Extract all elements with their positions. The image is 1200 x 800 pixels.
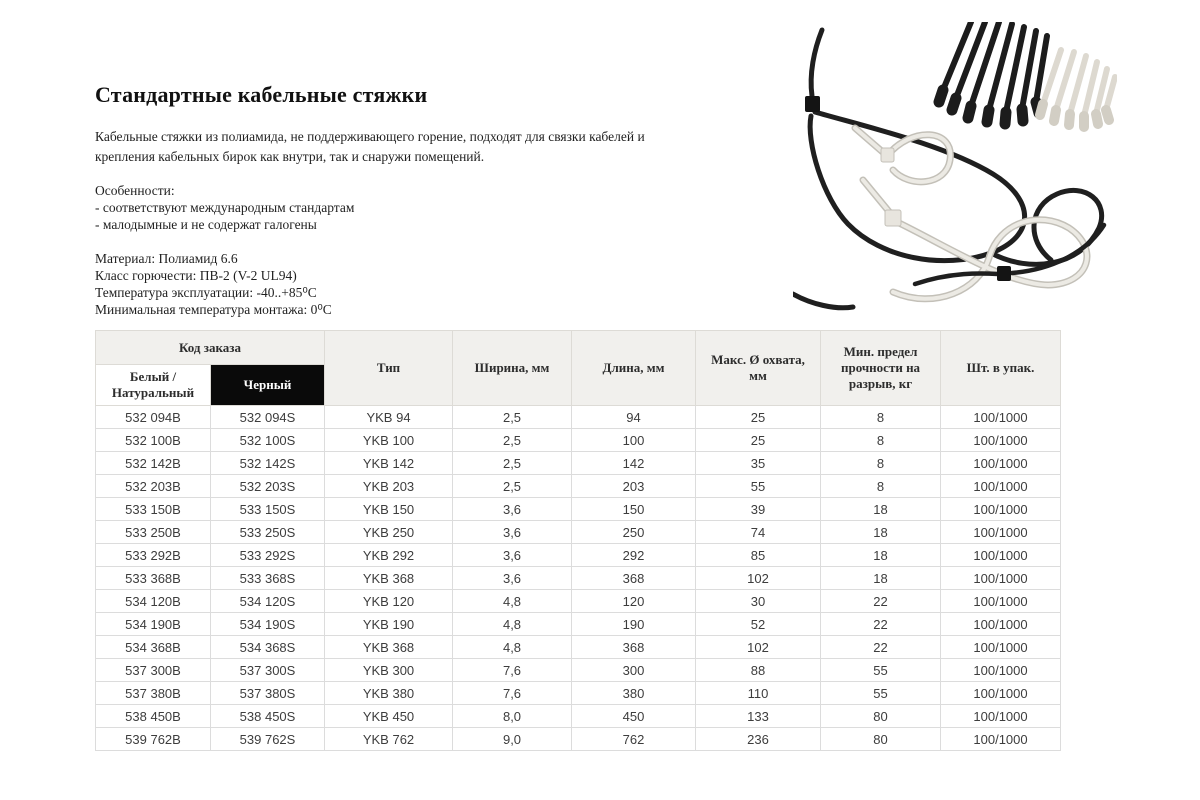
table-cell: 100/1000 xyxy=(941,475,1061,498)
table-cell: 4,8 xyxy=(453,590,572,613)
features-block xyxy=(95,182,690,233)
table-cell: YKB 203 xyxy=(325,475,453,498)
table-cell: 537 380S xyxy=(211,682,325,705)
table-cell: 7,6 xyxy=(453,659,572,682)
table-row xyxy=(96,544,1061,567)
table-cell: 4,8 xyxy=(453,613,572,636)
table-cell: 533 150S xyxy=(211,498,325,521)
table-cell: 532 100B xyxy=(96,429,211,452)
table-cell: 537 300B xyxy=(96,659,211,682)
table-cell: 8,0 xyxy=(453,705,572,728)
intro-section xyxy=(95,82,690,318)
table-cell: 22 xyxy=(821,613,941,636)
table-cell: 450 xyxy=(572,705,696,728)
table-cell: 8 xyxy=(821,452,941,475)
cable-ties-photo xyxy=(793,22,1117,322)
table-cell: 18 xyxy=(821,567,941,590)
table-row xyxy=(96,429,1061,452)
black-tie-fragment xyxy=(793,294,853,308)
table-cell: YKB 762 xyxy=(325,728,453,751)
table-cell: 100/1000 xyxy=(941,498,1061,521)
table-cell: 8 xyxy=(821,429,941,452)
table-cell: 7,6 xyxy=(453,682,572,705)
table-cell: 532 142B xyxy=(96,452,211,475)
table-cell: YKB 142 xyxy=(325,452,453,475)
table-cell: YKB 250 xyxy=(325,521,453,544)
table-cell: 100/1000 xyxy=(941,521,1061,544)
feature-item: - соответствуют международным стандартам xyxy=(95,200,355,215)
table-cell: 533 292B xyxy=(96,544,211,567)
col-header-width: Ширина, мм xyxy=(453,331,572,406)
table-cell: 2,5 xyxy=(453,452,572,475)
table-cell: 236 xyxy=(696,728,821,751)
table-cell: 3,6 xyxy=(453,567,572,590)
table-cell: 8 xyxy=(821,406,941,429)
col-header-type: Тип xyxy=(325,331,453,406)
col-header-order-code: Код заказа xyxy=(96,331,325,365)
table-cell: YKB 190 xyxy=(325,613,453,636)
table-row xyxy=(96,567,1061,590)
table-cell: 94 xyxy=(572,406,696,429)
table-cell: 533 150B xyxy=(96,498,211,521)
table-cell: 35 xyxy=(696,452,821,475)
table-cell: 250 xyxy=(572,521,696,544)
specs-block xyxy=(95,250,690,318)
spec-line-min-temperature: Минимальная температура монтажа: 0⁰C xyxy=(95,302,332,317)
table-cell: 22 xyxy=(821,590,941,613)
table-cell: 100/1000 xyxy=(941,705,1061,728)
table-cell: 537 300S xyxy=(211,659,325,682)
table-cell: 100/1000 xyxy=(941,544,1061,567)
table-row xyxy=(96,521,1061,544)
table-cell: 3,6 xyxy=(453,544,572,567)
table-cell: YKB 380 xyxy=(325,682,453,705)
table-cell: 100 xyxy=(572,429,696,452)
table-cell: 39 xyxy=(696,498,821,521)
table-row xyxy=(96,728,1061,751)
table-cell: 532 100S xyxy=(211,429,325,452)
table-cell: 25 xyxy=(696,406,821,429)
table-cell: 368 xyxy=(572,636,696,659)
table-cell: 2,5 xyxy=(453,429,572,452)
table-cell: 539 762B xyxy=(96,728,211,751)
table-cell: 532 094B xyxy=(96,406,211,429)
table-cell: 88 xyxy=(696,659,821,682)
table-cell: 300 xyxy=(572,659,696,682)
table-cell: 18 xyxy=(821,544,941,567)
table-cell: 18 xyxy=(821,498,941,521)
page-title: Стандартные кабельные стяжки xyxy=(95,82,428,107)
table-row xyxy=(96,705,1061,728)
table-cell: 4,8 xyxy=(453,636,572,659)
table-cell: 368 xyxy=(572,567,696,590)
table-cell: 150 xyxy=(572,498,696,521)
table-cell: 100/1000 xyxy=(941,613,1061,636)
table-row xyxy=(96,452,1061,475)
table-cell: YKB 120 xyxy=(325,590,453,613)
table-cell: YKB 300 xyxy=(325,659,453,682)
table-cell: 22 xyxy=(821,636,941,659)
table-cell: 534 190S xyxy=(211,613,325,636)
cable-ties-illustration xyxy=(793,22,1117,322)
table-cell: YKB 368 xyxy=(325,567,453,590)
table-cell: 100/1000 xyxy=(941,590,1061,613)
table-body xyxy=(96,406,1061,751)
spec-line-material: Материал: Полиамид 6.6 xyxy=(95,251,238,266)
table-cell: 55 xyxy=(821,659,941,682)
table-cell: 533 250S xyxy=(211,521,325,544)
spec-line-flammability: Класс горючести: ПВ-2 (V-2 UL94) xyxy=(95,268,297,283)
table-cell: YKB 292 xyxy=(325,544,453,567)
table-cell: 142 xyxy=(572,452,696,475)
table-header xyxy=(96,331,1061,406)
table-row xyxy=(96,636,1061,659)
table-cell: 538 450B xyxy=(96,705,211,728)
table-cell: 533 368S xyxy=(211,567,325,590)
table-cell: 534 120B xyxy=(96,590,211,613)
table-cell: YKB 100 xyxy=(325,429,453,452)
table-cell: 100/1000 xyxy=(941,567,1061,590)
col-header-strength: Мин. предел прочности на разрыв, кг xyxy=(821,331,941,406)
table-cell: 55 xyxy=(696,475,821,498)
table-row xyxy=(96,590,1061,613)
table-cell: 18 xyxy=(821,521,941,544)
table-cell: 534 368B xyxy=(96,636,211,659)
table-cell: 8 xyxy=(821,475,941,498)
table-cell: 190 xyxy=(572,613,696,636)
feature-item: - малодымные и не содержат галогены xyxy=(95,217,317,232)
table-row xyxy=(96,498,1061,521)
table-cell: 9,0 xyxy=(453,728,572,751)
table-cell: 537 380B xyxy=(96,682,211,705)
table-cell: 3,6 xyxy=(453,521,572,544)
table-cell: YKB 368 xyxy=(325,636,453,659)
table-cell: 534 120S xyxy=(211,590,325,613)
table-cell: 292 xyxy=(572,544,696,567)
col-header-length: Длина, мм xyxy=(572,331,696,406)
table-cell: 762 xyxy=(572,728,696,751)
table-cell: YKB 150 xyxy=(325,498,453,521)
table-cell: 74 xyxy=(696,521,821,544)
table-cell: 532 203S xyxy=(211,475,325,498)
table-cell: YKB 450 xyxy=(325,705,453,728)
table-cell: 539 762S xyxy=(211,728,325,751)
table-cell: 110 xyxy=(696,682,821,705)
table-cell: 3,6 xyxy=(453,498,572,521)
features-heading: Особенности: xyxy=(95,183,175,198)
table-cell: 133 xyxy=(696,705,821,728)
col-header-pack: Шт. в упак. xyxy=(941,331,1061,406)
table-cell: 85 xyxy=(696,544,821,567)
table-cell: 100/1000 xyxy=(941,728,1061,751)
table-row xyxy=(96,682,1061,705)
table-cell: 80 xyxy=(821,705,941,728)
table-cell: 52 xyxy=(696,613,821,636)
table-cell: 2,5 xyxy=(453,406,572,429)
table-cell: YKB 94 xyxy=(325,406,453,429)
table-cell: 203 xyxy=(572,475,696,498)
description-paragraph: Кабельные стяжки из полиамида, не поддерживающего горение, подходят для связки кабелей и крепления кабельных бирок как внутри, так и снаружи помещений. xyxy=(95,129,645,164)
table-row xyxy=(96,406,1061,429)
col-header-white-natural: Белый / Натуральный xyxy=(96,365,211,406)
table-cell: 533 292S xyxy=(211,544,325,567)
table-cell: 532 142S xyxy=(211,452,325,475)
white-ties-bundle xyxy=(1040,50,1115,127)
table-cell: 538 450S xyxy=(211,705,325,728)
table-cell: 100/1000 xyxy=(941,429,1061,452)
table-row xyxy=(96,613,1061,636)
black-ties-bundle xyxy=(939,22,1047,124)
table-cell: 100/1000 xyxy=(941,452,1061,475)
table-cell: 534 368S xyxy=(211,636,325,659)
table-cell: 533 368B xyxy=(96,567,211,590)
table-cell: 533 250B xyxy=(96,521,211,544)
table-cell: 100/1000 xyxy=(941,659,1061,682)
table-row xyxy=(96,475,1061,498)
col-header-diameter: Макс. Ø охвата, мм xyxy=(696,331,821,406)
table-cell: 55 xyxy=(821,682,941,705)
table-cell: 2,5 xyxy=(453,475,572,498)
table-cell: 102 xyxy=(696,636,821,659)
spec-line-temperature: Температура эксплуатации: -40..+85⁰C xyxy=(95,285,317,300)
table-cell: 100/1000 xyxy=(941,636,1061,659)
table-cell: 100/1000 xyxy=(941,406,1061,429)
table-cell: 534 190B xyxy=(96,613,211,636)
table-cell: 532 203B xyxy=(96,475,211,498)
table-cell: 380 xyxy=(572,682,696,705)
cable-ties-spec-table xyxy=(95,330,1061,751)
table-cell: 532 094S xyxy=(211,406,325,429)
table-cell: 102 xyxy=(696,567,821,590)
table-cell: 25 xyxy=(696,429,821,452)
col-header-black: Черный xyxy=(211,365,325,406)
table-cell: 120 xyxy=(572,590,696,613)
table-cell: 30 xyxy=(696,590,821,613)
table-cell: 100/1000 xyxy=(941,682,1061,705)
table-cell: 80 xyxy=(821,728,941,751)
table-row xyxy=(96,659,1061,682)
